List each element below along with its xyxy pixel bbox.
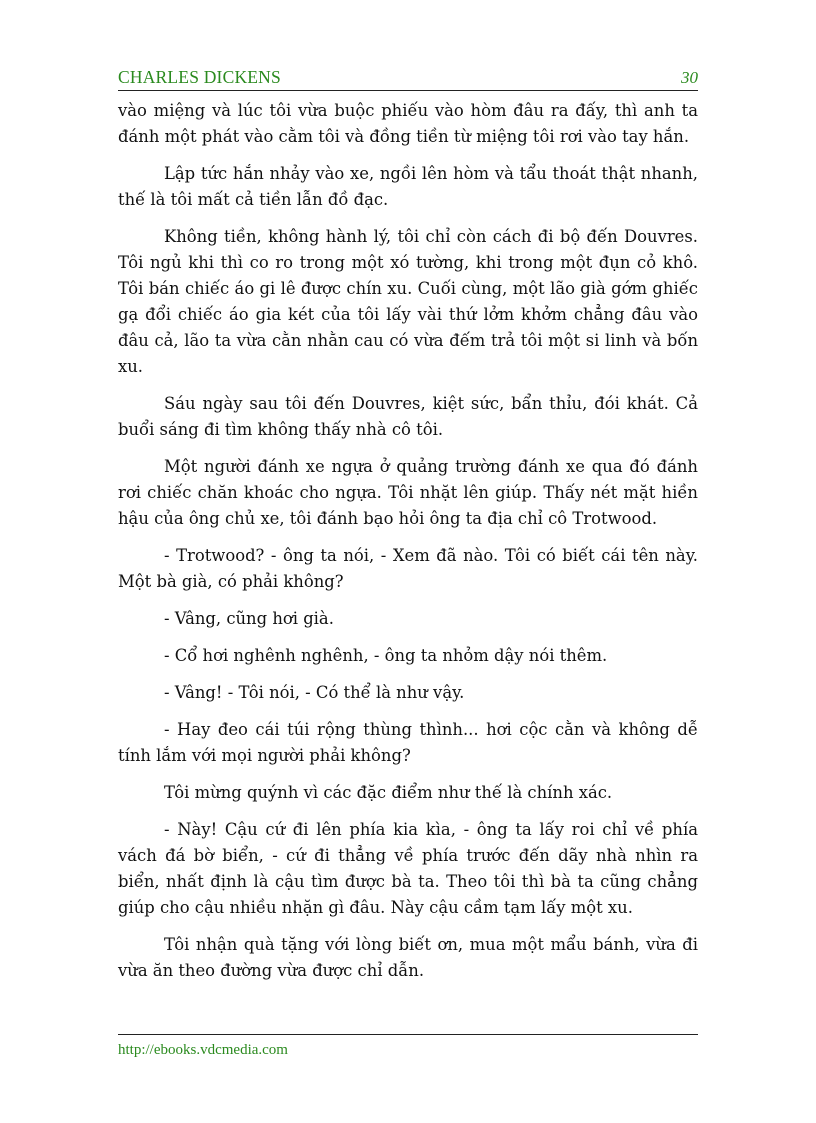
page-number: 30 — [681, 68, 698, 87]
body-text — [118, 98, 698, 995]
paragraph: - Này! Cậu cứ đi lên phía kia kìa, - ông ta lấy roi chỉ về phía vách đá bờ biển, - cứ đi thẳng về phía trước đến dãy nhà nhìn ra biển, nhất định là cậu tìm được bà ta. Theo tôi thì bà ta cũng chẳng giúp cho cậu nhiều nhặn gì đâu. Này cậu cầm tạm lấy một xu. — [118, 820, 698, 917]
paragraph: Tôi nhận quà tặng với lòng biết ơn, mua một mẩu bánh, vừa đi vừa ăn theo đường vừa được chỉ dẫn. — [118, 935, 698, 980]
paragraph: vào miệng và lúc tôi vừa buộc phiếu vào hòm đâu ra đấy, thì anh ta đánh một phát vào cằm tôi và đồng tiền từ miệng tôi rơi vào tay hắn. — [118, 101, 698, 146]
paragraph: Sáu ngày sau tôi đến Douvres, kiệt sức, bẩn thỉu, đói khát. Cả buổi sáng đi tìm không thấy nhà cô tôi. — [118, 394, 698, 439]
paragraph: - Trotwood? - ông ta nói, - Xem đã nào. Tôi có biết cái tên này. Một bà già, có phải không? — [118, 546, 698, 591]
paragraph: - Cổ hơi nghênh nghênh, - ông ta nhỏm dậy nói thêm. — [164, 646, 608, 665]
author-name: CHARLES DICKENS — [118, 67, 281, 87]
footer-divider — [118, 1034, 698, 1035]
paragraph: - Vâng! - Tôi nói, - Có thể là như vậy. — [164, 683, 465, 702]
paragraph: Lập tức hắn nhảy vào xe, ngồi lên hòm và tẩu thoát thật nhanh, thế là tôi mất cả tiền lẫn đồ đạc. — [118, 164, 698, 209]
paragraph: - Hay đeo cái túi rộng thùng thình... hơi cộc cằn và không dễ tính lắm với mọi người phải không? — [118, 720, 698, 765]
paragraph: Không tiền, không hành lý, tôi chỉ còn cách đi bộ đến Douvres. Tôi ngủ khi thì co ro trong một xó tường, khi trong một đụn cỏ khô. Tôi bán chiếc áo gi lê được chín xu. Cuối cùng, một lão già gớm ghiếc gạ đổi chiếc áo gia két của tôi lấy vài thứ lởm khởm chẳng đâu vào đâu cả, lão ta vừa cằn nhằn cau có vừa đếm trả tôi một si linh và bốn xu. — [118, 227, 698, 376]
paragraph: Một người đánh xe ngựa ở quảng trường đánh xe qua đó đánh rơi chiếc chăn khoác cho ngựa. Tôi nhặt lên giúp. Thấy nét mặt hiền hậu của ông chủ xe, tôi đánh bạo hỏi ông ta địa chỉ cô Trotwood. — [118, 457, 698, 528]
paragraph: Tôi mừng quýnh vì các đặc điểm như thế là chính xác. — [164, 783, 613, 802]
footer-link[interactable]: http://ebooks.vdcmedia.com — [118, 1042, 288, 1058]
paragraph: - Vâng, cũng hơi già. — [164, 609, 334, 628]
page-header — [118, 60, 698, 91]
